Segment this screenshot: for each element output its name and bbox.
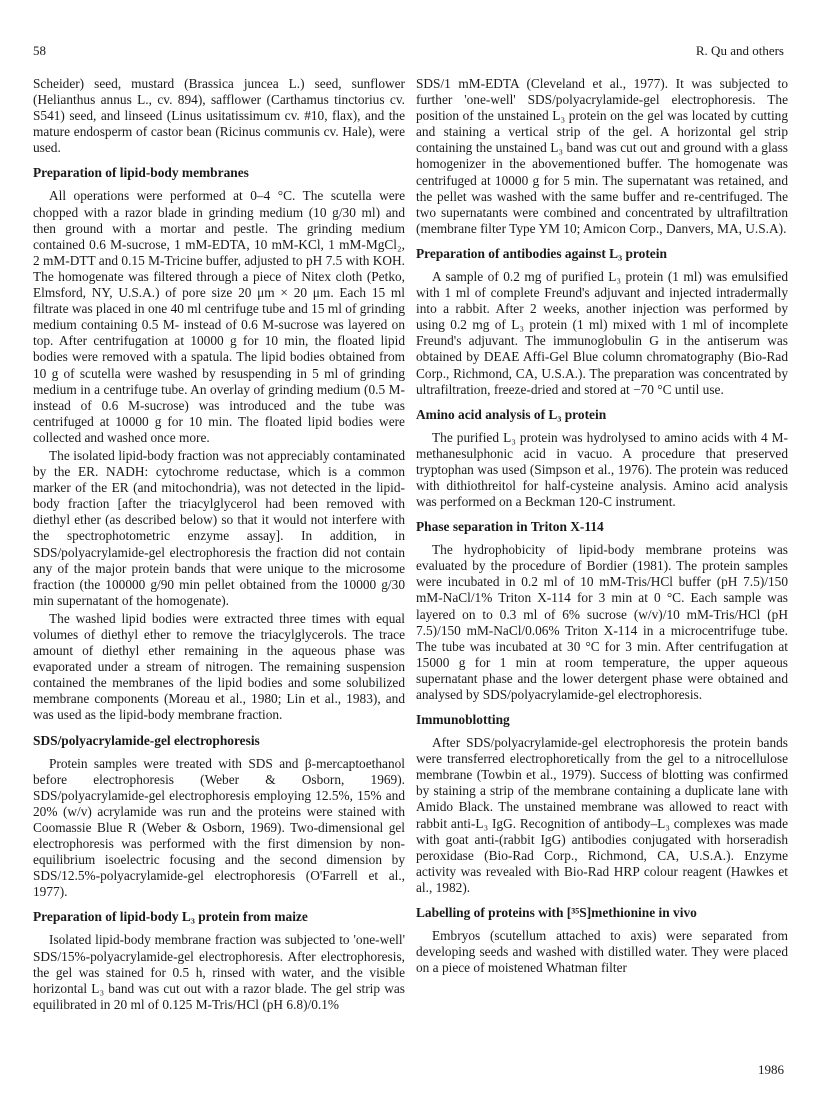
section-heading-lipid-body-membranes: Preparation of lipid-body membranes xyxy=(33,165,249,181)
paragraph: The hydrophobicity of lipid-body membrane proteins was evaluated by the procedure of Bordier (1981). The protein samples were incubated in 0.2 ml of 10 mM-Tris/HCl buffer (pH 7.5)/150 mM-NaCl/1% Triton X-114 for 3 min at 0 °C. Each sample was layered on to 0.3 ml of 6% sucrose (w/v)/10 mM-Tris/HCl (pH 7.5)/150 mM-NaCl/0.06% Triton X-114 in a microcentrifuge tube. The tube was incubated at 30 °C for 3 min. After centrifugation at 15000 g for 1 min at room temperature, the upper aqueous supernatant phase and the lower detergent phase were obtained and analysed by SDS/polyacrylamide-gel electrophoresis. xyxy=(416,542,788,702)
section-heading-l3-preparation: Preparation of lipid-body L₃ protein from maize xyxy=(33,909,308,925)
section-heading-sds-page: SDS/polyacrylamide-gel electrophoresis xyxy=(33,732,260,748)
intro-paragraph: Scheider) seed, mustard (Brassica juncea L.) seed, sunflower (Helianthus annus L., cv. 894), safflower (Carthamus tinctorius cv. S541) seed, and linseed (Linus usitatissimum cv. #10, flax), and the mature endosperm of castor bean (Ricinus communis cv. Hale), were used. xyxy=(33,76,405,156)
paragraph: Protein samples were treated with SDS and β-mercaptoethanol before electrophoresis (Weber & Osborn, 1969). SDS/polyacrylamide-gel electrophoresis employing 12.5%, 15% and 20% (w/v) acrylamide was run and the proteins were stained with Coomassie Blue R (Weber & Osborn, 1969). Two-dimensional gel electrophoresis was performed with the first dimension by non-equilibrium isoelectric focusing and the second dimension by SDS/12.5%-polyacrylamide-gel electrophoresis (O'Farrell et al., 1977). xyxy=(33,755,405,900)
paragraph: A sample of 0.2 mg of purified L₃ protein (1 ml) was emulsified with 1 ml of complete Freund's adjuvant and injected intradermally into a rabbit. After 2 weeks, another injection was performed by using 0.2 mg of L₃ protein (1 ml) mixed with 1 ml of incomplete Freund's adjuvant. The immunoglobulin G in the antiserum was obtained by DEAE Affi-Gel Blue column chromatography (Bio-Rad Corp., Richmond, CA, U.S.A.). The preparation was concentrated by ultrafiltration, freeze-dried and stored at −70 °C until use. xyxy=(416,268,788,397)
paragraph: The purified L₃ protein was hydrolysed to amino acids with 4 M-methanesulphonic acid in vacuo. A procedure that preserved tryptophan was used (Simpson et al., 1976). The protein was reduced with dithiothreitol for half-cysteine analysis. Amino acid analysis was performed on a Beckman 120-C instrument. xyxy=(416,429,788,510)
paragraph: All operations were performed at 0–4 °C. The scutella were chopped with a razor blade in grinding medium (10 g/30 ml) and then ground with a mortar and pestle. The grinding medium contained 0.6 M-sucrose, 1 mM-EDTA, 10 mM-KCl, 1 mM-MgCl₂, 2 mM-DTT and 0.15 M-Tricine buffer, adjusted to pH 7.5 with KOH. The homogenate was filtered through a piece of Nitex cloth (Petko, Elmsford, NY, U.S.A.) of pore size 20 μm × 20 μm. Each 15 ml filtrate was placed in one 40 ml centrifuge tube and 15 ml of grinding medium containing 0.5 M- instead of 0.6 M-sucrose was layered on top. After centrifugation at 10000 g for 10 min, the floated lipid bodies were removed with a spatula. The lipid bodies obtained from 10 g of scutella were washed by resuspending in 5 ml of grinding medium in a centrifuge tube. An overlay of grinding medium (0.5 M- instead of 0.6 M-sucrose) was introduced and the tube was centrifuged at 10000 g for 10 min. The floated lipid bodies were collected and washed once more. xyxy=(33,188,405,445)
paragraph: Isolated lipid-body membrane fraction was subjected to 'one-well' SDS/15%-polyacrylamide-gel electrophoresis. After electrophoresis, the gel was stained for 0.5 h, rinsed with water, and the visible horizontal L₃ band was cut out with a razor blade. The gel strip was equilibrated in 20 ml of 0.125 M-Tris/HCl (pH 6.8)/0.1% xyxy=(33,932,405,1012)
section-heading-immunoblotting: Immunoblotting xyxy=(416,712,510,728)
footer-year: 1986 xyxy=(758,1062,784,1077)
section-heading-amino-acid-analysis: Amino acid analysis of L₃ protein xyxy=(416,406,607,422)
paragraph: The washed lipid bodies were extracted three times with equal volumes of diethyl ether to remove the triacylglycerols. The trace amount of diethyl ether remaining in the aqueous phase was evaporated under a stream of nitrogen. The remaining suspension contained the membranes of the lipid bodies and some solubilized membrane components (Moreau et al., 1980; Lin et al., 1983), and was used as the lipid-body membrane fraction. xyxy=(33,610,405,723)
paragraph: Embryos (scutellum attached to axis) were separated from developing seeds and washed with distilled water. They were placed on a piece of moistened Whatman filter xyxy=(416,928,788,976)
left-column xyxy=(33,76,405,1013)
section-heading-labelling: Labelling of proteins with [³⁵S]methionine in vivo xyxy=(416,905,697,921)
paragraph: After SDS/polyacrylamide-gel electrophoresis the protein bands were transferred electrophoretically from the gel to a nitrocellulose membrane (Towbin et al., 1979). Success of blotting was confirmed by staining a strip of the membrane containing a duplicate lane with Amido Black. The unstained membrane was allowed to react with rabbit anti-L₃ IgG. Recognition of antibody–L₃ complexes was made with goat anti-(rabbit IgG) antibodies conjugated with horseradish peroxidase (Bio-Rad Corp., Richmond, CA, U.S.A.). Enzyme activity was revealed with Bio-Rad HRP colour reagent (Hawkes et al., 1982). xyxy=(416,735,788,895)
running-head: R. Qu and others xyxy=(695,43,784,58)
right-column xyxy=(416,76,788,976)
page-number: 58 xyxy=(33,43,46,58)
section-heading-phase-separation: Phase separation in Triton X-114 xyxy=(416,519,604,535)
section-heading-antibodies: Preparation of antibodies against L₃ protein xyxy=(416,245,667,261)
paragraph: The isolated lipid-body fraction was not appreciably contaminated by the ER. NADH: cytochrome reductase, which is a common marker of the ER (and mitochondria), was not detected in the lipid-body fraction [after the triacylglycerol had been removed with diethyl ether (as described below) so that it would not interfere with the spectrophotometric enzyme assay]. In addition, in SDS/polyacrylamide-gel electrophoresis the fraction did not contain any of the major protein bands that were unique to the microsome fraction (the 100000 g/90 min pellet obtained from the 10000 g/30 min supernatant of the homogenate). xyxy=(33,447,405,608)
paragraph: SDS/1 mM-EDTA (Cleveland et al., 1977). It was subjected to further 'one-well' SDS/polyacrylamide-gel electrophoresis. The position of the unstained L₃ protein on the gel was located by cutting and staining a vertical strip of the gel. A horizontal gel strip containing the unstained L₃ band was cut out and ground with a glass homogenizer in the abovementioned buffer. The homogenate was centrifuged at 10000 g for 5 min. The supernatant was retained, and the pellet was washed with the same buffer and re-centrifuged. The two supernatants were combined and concentrated by ultrafiltration (membrane filter Type YM 10; Amicon Corp., Danvers, MA, U.S.A). xyxy=(416,76,788,236)
